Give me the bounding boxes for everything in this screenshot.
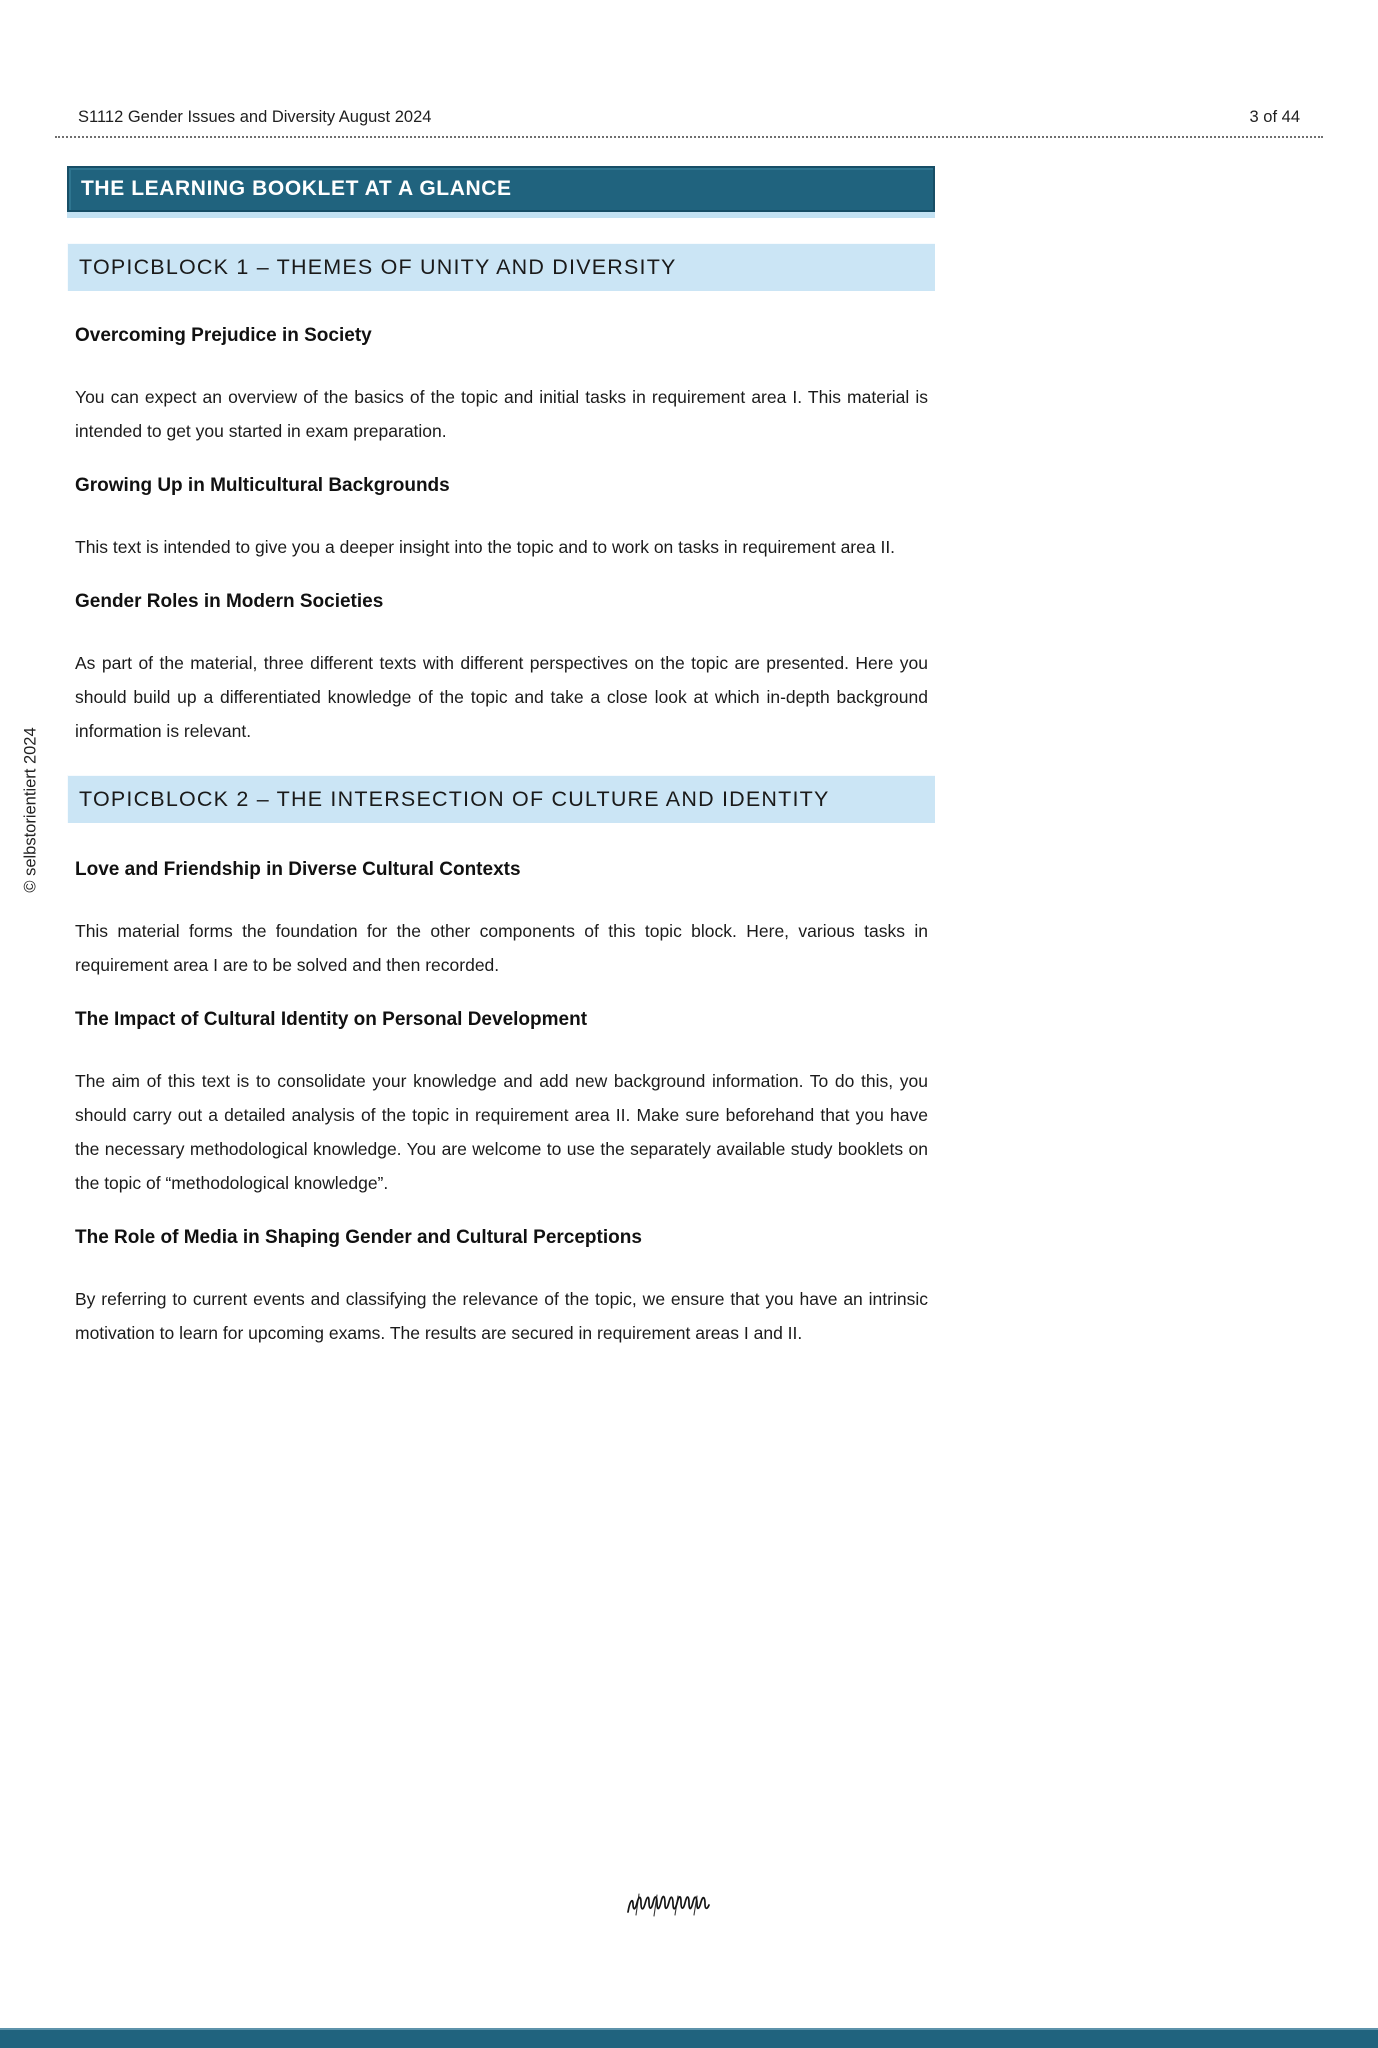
section-paragraph: You can expect an overview of the basics of the topic and initial tasks in requirement area I. This material is intended to get you started in exam preparation.: [75, 387, 928, 441]
page-number: 3 of 44: [1249, 108, 1300, 126]
topicblock-1-content: [75, 324, 928, 774]
brand-signature-text: [716, 1890, 717, 1891]
overview-banner-title: THE LEARNING BOOKLET AT A GLANCE: [81, 177, 512, 200]
signature-scribble-icon: [624, 1890, 716, 1922]
topicblock-1-title: TOPICBLOCK 1 – THEMES OF UNITY AND DIVERSITY: [79, 254, 677, 279]
section-heading: The Impact of Cultural Identity on Personal Development: [75, 1009, 588, 1030]
footer-bar: [0, 2028, 1378, 2048]
topicblock-2-content: [75, 858, 928, 1376]
document-title: S1112 Gender Issues and Diversity August 2024: [78, 108, 432, 126]
header-divider: [55, 136, 1323, 138]
page-header: [78, 108, 1300, 127]
topicblock-1-banner: [67, 243, 935, 291]
section-paragraph: The aim of this text is to consolidate your knowledge and add new background information. To do this, you should carry out a detailed analysis of the topic in requirement area II. Make sure beforehand that you have the necessary methodological knowledge. You are welcome to use the separately available study booklets on the topic of “methodological knowledge”.: [75, 1071, 928, 1193]
section-paragraph: As part of the material, three different texts with different perspectives on the topic are presented. Here you should build up a differentiated knowledge of the topic and take a close look at which in-depth background information is relevant.: [75, 653, 928, 741]
section-paragraph: By referring to current events and classifying the relevance of the topic, we ensure that you have an intrinsic motivation to learn for upcoming exams. The results are secured in requirement areas I and II.: [75, 1289, 928, 1343]
section-heading: Growing Up in Multicultural Backgrounds: [75, 475, 450, 496]
brand-signature-icon: [624, 1890, 716, 1922]
section-paragraph: This text is intended to give you a deeper insight into the topic and to work on tasks in requirement area II.: [75, 537, 896, 557]
topicblock-2-banner: [67, 775, 935, 823]
section-heading: Love and Friendship in Diverse Cultural Contexts: [75, 859, 521, 880]
section-heading: The Role of Media in Shaping Gender and Cultural Perceptions: [75, 1227, 642, 1248]
topicblock-2-title: TOPICBLOCK 2 – THE INTERSECTION OF CULTURE AND IDENTITY: [79, 786, 830, 811]
copyright-vertical-text: © selbstorientiert 2024: [21, 727, 40, 893]
section-heading: Gender Roles in Modern Societies: [75, 591, 384, 612]
overview-banner: [67, 166, 935, 212]
section-paragraph: This material forms the foundation for the other components of this topic block. Here, various tasks in requirement area I are to be solved and then recorded.: [75, 921, 928, 975]
section-heading: Overcoming Prejudice in Society: [75, 325, 372, 346]
